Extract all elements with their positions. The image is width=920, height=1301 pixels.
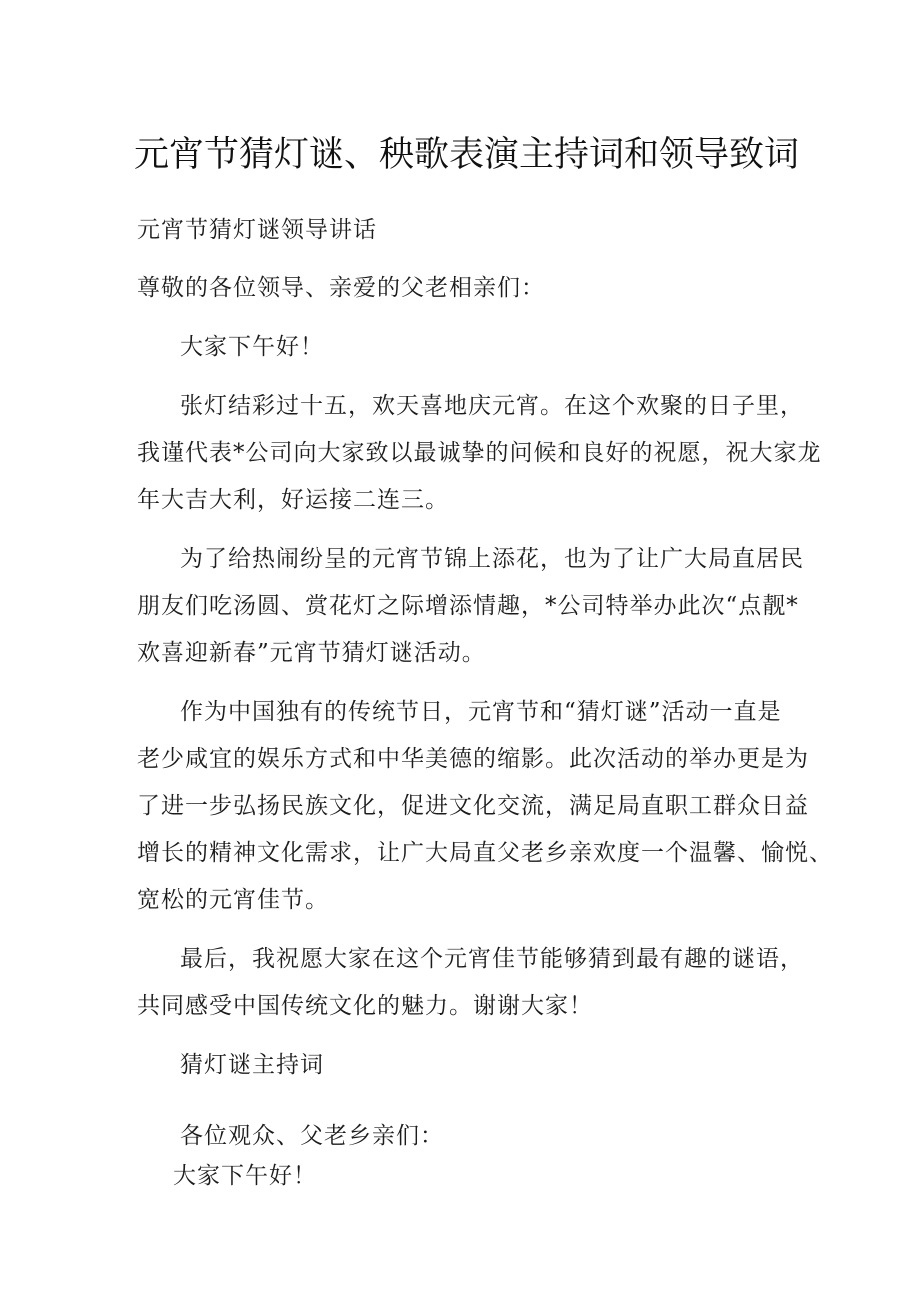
paragraph-line: 欢喜迎新春”元宵节猜灯谜活动。 bbox=[137, 640, 486, 666]
paragraph-line: 年大吉大利，好运接二连三。 bbox=[137, 487, 449, 513]
section-heading-leader-speech: 元宵节猜灯谜领导讲话 bbox=[137, 217, 377, 243]
paragraph-line: 共同感受中国传统文化的魅力。谢谢大家！ bbox=[137, 993, 593, 1019]
paragraph-line: 增长的精神文化需求，让广大局直父老乡亲欢度一个温馨、愉悦、 bbox=[137, 840, 833, 866]
salutation-line: 尊敬的各位领导、亲爱的父老相亲们： bbox=[137, 275, 545, 301]
paragraph-line: 张灯结彩过十五，欢天喜地庆元宵。在这个欢聚的日子里， bbox=[180, 393, 804, 419]
greeting-line: 大家下午好！ bbox=[173, 1163, 317, 1189]
paragraph-line: 作为中国独有的传统节日，元宵节和“猜灯谜”活动一直是 bbox=[180, 699, 782, 725]
audience-salutation-line: 各位观众、父老乡亲们： bbox=[180, 1123, 444, 1149]
paragraph-line: 最后，我祝愿大家在这个元宵佳节能够猜到最有趣的谜语， bbox=[180, 946, 804, 972]
section-heading-host-script: 猜灯谜主持词 bbox=[180, 1052, 324, 1078]
paragraph-line: 为了给热闹纷呈的元宵节锦上添花，也为了让广大局直居民 bbox=[180, 546, 804, 572]
greeting-line: 大家下午好！ bbox=[180, 334, 324, 360]
document-title: 元宵节猜灯谜、秧歌表演主持词和领导致词 bbox=[134, 135, 800, 175]
paragraph-line: 了进一步弘扬民族文化，促进文化交流，满足局直职工群众日益 bbox=[137, 793, 809, 819]
paragraph-line: 朋友们吃汤圆、赏花灯之际增添情趣，*公司特举办此次“点靓* bbox=[137, 593, 799, 619]
paragraph-line: 老少咸宜的娱乐方式和中华美德的缩影。此次活动的举办更是为 bbox=[137, 746, 809, 772]
paragraph-line: 我谨代表*公司向大家致以最诚挚的问候和良好的祝愿，祝大家龙 bbox=[137, 440, 822, 466]
paragraph-line: 宽松的元宵佳节。 bbox=[137, 887, 329, 913]
